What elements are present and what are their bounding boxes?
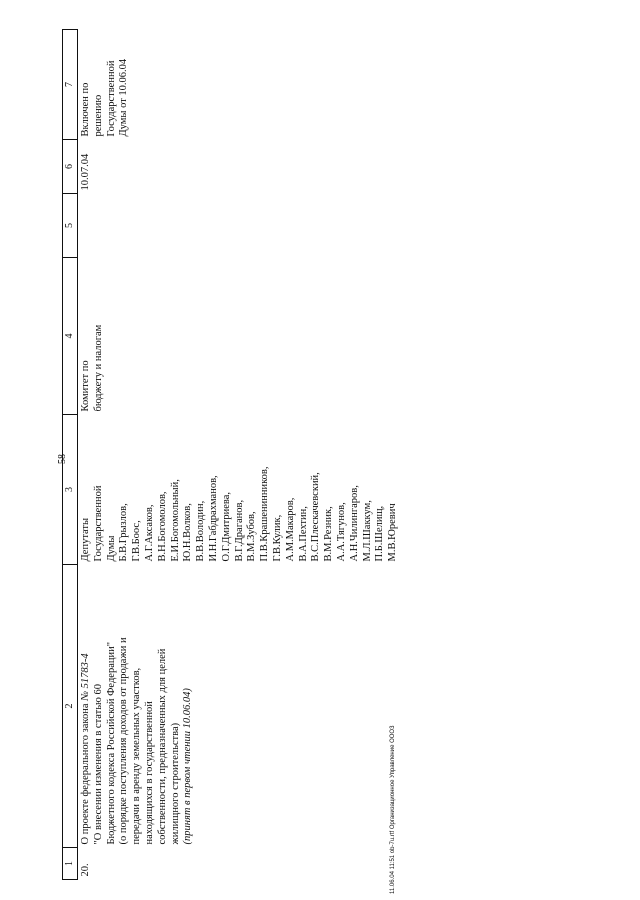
bill-title-line: жилищного строительства) — [169, 722, 181, 845]
initiator-line: В.Н.Богомолов, — [156, 491, 168, 562]
status-line: Думы от 10.06.04 — [118, 58, 130, 137]
initiator-line: В.М.Резник, — [323, 506, 335, 562]
column-number: 5 — [63, 194, 78, 258]
initiator-line: Г.В.Кулик, — [271, 514, 283, 562]
committee-line: бюджету и налогам — [92, 324, 104, 412]
status-line: Включен по — [80, 82, 91, 137]
bills-table — [62, 29, 400, 880]
bill-title-line: "О внесении изменения в статью 60 — [92, 683, 104, 845]
column-5-cell — [78, 194, 400, 258]
initiator-line: В.М.Зубов, — [246, 511, 258, 562]
initiator-line: Депутаты — [80, 517, 91, 562]
bill-title-line: передачи в аренду земельных участков, — [131, 667, 143, 845]
initiator-line: Б.В.Грызлов, — [118, 503, 130, 562]
bill-title-line: собственности, предназначенных для целей — [156, 648, 168, 845]
column-number: 4 — [63, 258, 78, 415]
initiator-line: О.Г.Дмитриева, — [220, 492, 232, 562]
initiator-line: В.Г.Драганов, — [233, 499, 245, 562]
initiator-line: П.Б.Шелищ, — [374, 505, 386, 562]
initiator-line: Ю.Н.Волков, — [182, 503, 194, 562]
bill-title-line: Бюджетного кодекса Российской Федерации" — [105, 641, 117, 845]
initiator-line: Г.В.Боос, — [131, 520, 143, 562]
initiator-line: И.Н.Габдрахманов, — [207, 475, 219, 562]
initiators-cell — [78, 415, 400, 565]
initiator-line: М.Л.Шаккум, — [361, 500, 373, 562]
status-line: Государственной — [105, 60, 117, 137]
column-number: 7 — [63, 30, 78, 140]
document-footer: 11.06.04 11:51 ob-7u.rtf Организационное Управление ООО3 — [390, 725, 396, 894]
initiator-line: А.М.Макаров, — [284, 497, 296, 562]
committee-cell — [78, 258, 400, 415]
initiator-line: А.Н.Чилингаров, — [348, 485, 360, 562]
initiator-line: А.А.Тягунов, — [335, 502, 347, 562]
column-number: 3 — [63, 415, 78, 565]
bill-title-line: О проекте федерального закона № 51783-4 — [80, 653, 91, 845]
row-number: 20. — [78, 848, 400, 880]
bill-title-line: (о порядке поступления доходов от продажи и — [118, 637, 130, 845]
bill-number: № 51783-4 — [80, 653, 91, 701]
column-number-row — [63, 30, 78, 880]
initiator-line: В.В.Володин, — [195, 500, 207, 562]
registry-sheet — [62, 30, 612, 880]
initiator-line: Думы — [105, 535, 117, 562]
status-line: решению — [92, 94, 104, 137]
page-number: 58 — [57, 454, 68, 464]
initiator-line: М.В.Юревич — [387, 503, 399, 562]
initiator-line: Е.И.Богомольный, — [169, 479, 181, 562]
date-cell: 10.07.04 — [78, 140, 400, 194]
initiator-line: В.А.Пехтин, — [297, 506, 309, 562]
initiator-line: В.С.Плескачевский, — [310, 472, 322, 562]
bill-title-cell — [78, 565, 400, 848]
table-row — [78, 30, 400, 880]
reading-note: (принят в первом чтении 10.06.04) — [182, 688, 194, 845]
column-number: 6 — [63, 140, 78, 194]
column-number: 1 — [63, 848, 78, 880]
column-number: 2 — [63, 565, 78, 848]
committee-line: Комитет по — [80, 360, 91, 412]
status-cell — [78, 30, 400, 140]
initiator-line: А.Г.Аксаков, — [143, 504, 155, 562]
bill-title-line: находящихся в государственной — [143, 701, 155, 845]
initiator-line: Государственной — [92, 485, 104, 562]
initiator-line: П.В.Крашенинников, — [259, 466, 271, 562]
